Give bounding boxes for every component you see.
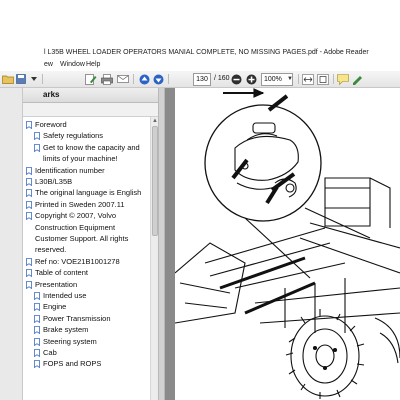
bookmark-label: FOPS and ROPS (43, 359, 102, 369)
bookmark-label: L30B/L35B (35, 177, 73, 186)
bookmark-icon (26, 189, 32, 197)
navigation-pane-strip (0, 88, 23, 400)
bookmark-label: Power Transmission (43, 313, 111, 323)
menu-view[interactable]: ew (44, 61, 53, 68)
bookmark-icon (26, 167, 32, 175)
toolbar (0, 71, 400, 88)
dropdown-arrow-icon[interactable] (30, 73, 38, 85)
bookmark-icon (34, 360, 40, 368)
bookmark-label: Cab (43, 348, 57, 357)
email-icon[interactable] (117, 73, 129, 85)
bookmark-icon (26, 258, 32, 266)
save-icon[interactable] (16, 73, 26, 85)
bookmark-icon (34, 144, 40, 152)
bookmark-label: Copyright © 2007, Volvo (35, 211, 116, 221)
bookmark-icon (26, 121, 32, 129)
bookmark-label: Engine (43, 302, 67, 312)
bookmark-label: Get to know the capacity and (43, 142, 140, 152)
bookmarks-toolbar (23, 103, 158, 117)
bookmark-icon (34, 292, 40, 300)
bookmark-label: Intended use (43, 291, 87, 300)
bookmark-icon (26, 201, 32, 209)
edit-document-icon[interactable] (85, 73, 97, 85)
scroll-up-arrow-icon[interactable]: ▲ (152, 118, 158, 124)
print-icon[interactable] (101, 73, 113, 85)
toolbar-divider (168, 74, 169, 84)
bookmark-label: Foreword (35, 120, 67, 129)
bookmark-icon (34, 303, 40, 311)
bookmark-icon (34, 349, 40, 357)
bookmark-icon (26, 269, 32, 277)
bookmark-label: Ref no: VOE21B1001278 (35, 256, 120, 266)
open-folder-icon[interactable] (2, 73, 14, 85)
bookmark-icon (34, 132, 40, 140)
zoom-in-icon[interactable] (245, 73, 257, 85)
bookmark-label: limits of your machine! (43, 154, 118, 164)
bookmark-label: The original language is English (35, 188, 142, 198)
zoom-level-field[interactable]: 100% (261, 73, 293, 86)
toolbar-divider (298, 74, 299, 84)
zoom-dropdown-arrow-icon[interactable]: ▼ (287, 76, 293, 82)
bookmark-icon (26, 281, 32, 289)
comment-icon[interactable] (337, 73, 349, 85)
bookmark-icon (34, 326, 40, 334)
menu-help[interactable]: Help (86, 61, 101, 68)
fit-page-icon[interactable] (317, 73, 329, 85)
bookmark-label: Presentation (35, 279, 78, 289)
window-title: l L35B WHEEL LOADER OPERATORS MANIAL COMPLETE, NO MISSING PAGES.pdf - Adobe Reader (44, 49, 369, 56)
zoom-out-icon[interactable] (230, 73, 242, 85)
toolbar-divider (133, 74, 134, 84)
toolbar-divider (42, 74, 43, 84)
bookmark-label: Customer Support. All rights (35, 233, 129, 243)
bookmark-label: Construction Equipment (35, 222, 116, 232)
pane-splitter[interactable] (158, 88, 165, 400)
wheel-loader-illustration (175, 88, 400, 400)
page-number-input[interactable]: 130 (193, 73, 211, 86)
bookmark-label: Table of content (35, 268, 88, 278)
bookmarks-panel-header (23, 88, 158, 103)
bookmark-label: Steering system (43, 336, 97, 346)
document-view[interactable] (165, 88, 400, 400)
bookmark-icon (26, 178, 32, 186)
bookmarks-list (23, 117, 150, 400)
page-count: / 160 (214, 75, 230, 82)
bookmark-icon (34, 315, 40, 323)
bookmark-label: reserved. (35, 245, 67, 255)
bookmark-label: Printed in Sweden 2007.11 (35, 199, 125, 209)
page-down-icon[interactable] (152, 73, 164, 85)
bookmark-icon (26, 212, 32, 220)
menu-window[interactable]: Window (60, 61, 85, 68)
bookmark-label: Identification number (35, 165, 105, 175)
fit-width-icon[interactable] (302, 73, 314, 85)
page-up-icon[interactable] (138, 73, 150, 85)
bookmark-label: Brake system (43, 325, 89, 335)
bookmark-label: Safety regulations (43, 131, 104, 141)
toolbar-divider (333, 74, 334, 84)
sign-icon[interactable] (352, 73, 364, 85)
window-titlebar (0, 46, 400, 59)
pdf-page (175, 88, 400, 400)
bookmark-icon (34, 338, 40, 346)
bookmarks-panel-title: arks (43, 90, 60, 99)
